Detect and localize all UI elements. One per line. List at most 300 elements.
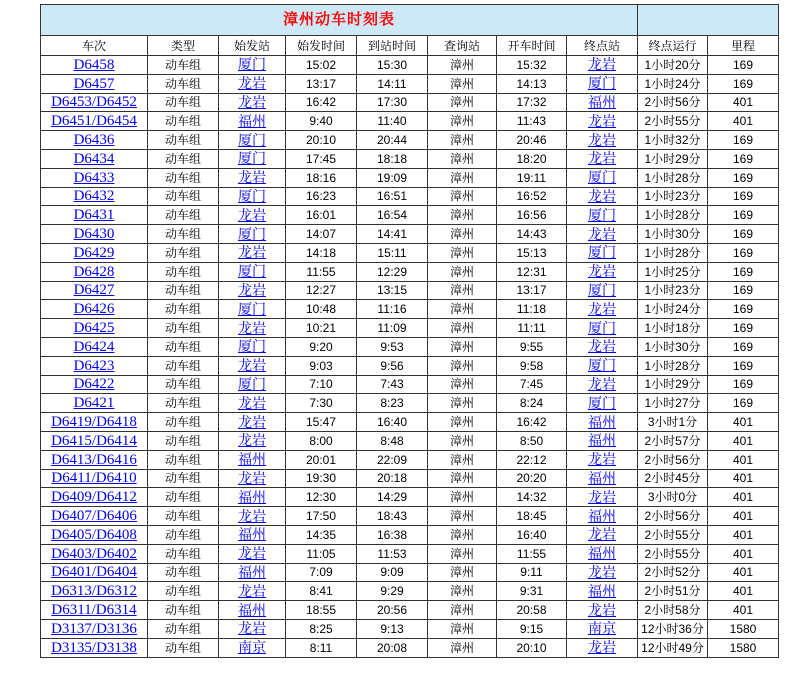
terminal-station-link[interactable]: 福州 [588, 545, 616, 562]
terminal-station-link[interactable]: 福州 [588, 507, 616, 524]
distance: 169 [708, 281, 779, 300]
depart-time: 9:55 [497, 337, 567, 356]
terminal-station-link[interactable]: 龙岩 [588, 451, 616, 468]
train-cell [41, 300, 148, 319]
query-station: 漳州 [428, 525, 497, 544]
origin-station-link[interactable]: 厦门 [238, 150, 266, 167]
terminal-station-link[interactable]: 厦门 [588, 169, 616, 186]
origin-station-link[interactable]: 厦门 [238, 263, 266, 280]
table-row [41, 93, 779, 112]
origin-depart-time: 16:42 [286, 93, 357, 112]
origin-station-link[interactable]: 龙岩 [238, 319, 266, 336]
train-number-link[interactable]: D6422 [73, 376, 115, 393]
train-number-link[interactable]: D6407/D6406 [51, 508, 137, 525]
origin-station-link[interactable]: 龙岩 [238, 244, 266, 261]
terminal-cell [567, 131, 638, 150]
depart-time: 20:58 [497, 601, 567, 620]
depart-time: 19:11 [497, 168, 567, 187]
distance: 401 [708, 601, 779, 620]
origin-station-link[interactable]: 福州 [238, 526, 266, 543]
run-duration: 1小时29分 [638, 375, 708, 394]
train-cell [41, 281, 148, 300]
depart-time: 16:40 [497, 525, 567, 544]
train-number-link[interactable]: D6426 [73, 301, 115, 318]
origin-depart-time: 14:07 [286, 225, 357, 244]
origin-cell [219, 525, 286, 544]
table-row [41, 149, 779, 168]
origin-cell [219, 544, 286, 563]
run-duration: 2小时55分 [638, 544, 708, 563]
origin-station-link[interactable]: 厦门 [238, 300, 266, 317]
origin-depart-time: 19:30 [286, 469, 357, 488]
terminal-cell [567, 488, 638, 507]
origin-station-link[interactable]: 厦门 [238, 225, 266, 242]
table-row [41, 206, 779, 225]
origin-station-link[interactable]: 龙岩 [238, 206, 266, 223]
train-cell [41, 563, 148, 582]
terminal-station-link[interactable]: 龙岩 [588, 56, 616, 73]
query-station: 漳州 [428, 450, 497, 469]
train-type: 动车组 [148, 168, 219, 187]
col-header-arrive-time: 到站时间 [357, 36, 428, 56]
origin-station-link[interactable]: 龙岩 [238, 413, 266, 430]
train-type: 动车组 [148, 225, 219, 244]
origin-station-link[interactable]: 龙岩 [238, 469, 266, 486]
train-cell [41, 112, 148, 131]
origin-station-link[interactable]: 厦门 [238, 375, 266, 392]
train-number-link[interactable]: D6432 [73, 188, 115, 205]
run-duration: 1小时30分 [638, 225, 708, 244]
depart-time: 18:20 [497, 149, 567, 168]
origin-station-link[interactable]: 龙岩 [238, 620, 266, 637]
column-header-row [41, 36, 779, 56]
depart-time: 14:43 [497, 225, 567, 244]
origin-station-link[interactable]: 福州 [238, 451, 266, 468]
train-number-link[interactable]: D3135/D3138 [51, 639, 137, 656]
query-station: 漳州 [428, 56, 497, 75]
train-cell [41, 187, 148, 206]
train-type: 动车组 [148, 131, 219, 150]
origin-station-link[interactable]: 厦门 [238, 56, 266, 73]
train-type: 动车组 [148, 601, 219, 620]
origin-cell [219, 488, 286, 507]
title-blank-cell [638, 5, 779, 36]
query-station: 漳州 [428, 93, 497, 112]
depart-time: 11:18 [497, 300, 567, 319]
arrive-time: 16:54 [357, 206, 428, 225]
arrive-time: 16:38 [357, 525, 428, 544]
origin-cell [219, 74, 286, 93]
terminal-cell [567, 337, 638, 356]
terminal-cell [567, 187, 638, 206]
train-number-link[interactable]: D6401/D6404 [51, 564, 137, 581]
terminal-cell [567, 450, 638, 469]
distance: 169 [708, 319, 779, 338]
terminal-station-link[interactable]: 厦门 [588, 394, 616, 411]
train-number-link[interactable]: D6403/D6402 [51, 545, 137, 562]
train-type: 动车组 [148, 507, 219, 526]
terminal-station-link[interactable]: 龙岩 [588, 131, 616, 148]
origin-station-link[interactable]: 龙岩 [238, 507, 266, 524]
origin-cell [219, 262, 286, 281]
origin-cell [219, 507, 286, 526]
train-number-link[interactable]: D6313/D6312 [51, 583, 137, 600]
terminal-station-link[interactable]: 龙岩 [588, 338, 616, 355]
distance: 169 [708, 225, 779, 244]
origin-depart-time: 7:30 [286, 394, 357, 413]
origin-depart-time: 12:27 [286, 281, 357, 300]
col-header-depart-time: 开车时间 [497, 36, 567, 56]
origin-station-link[interactable]: 厦门 [238, 131, 266, 148]
table-row [41, 638, 779, 657]
origin-station-link[interactable]: 福州 [238, 563, 266, 580]
origin-cell [219, 413, 286, 432]
origin-station-link[interactable]: 南京 [238, 639, 266, 656]
train-type: 动车组 [148, 319, 219, 338]
origin-cell [219, 375, 286, 394]
table-row [41, 601, 779, 620]
terminal-station-link[interactable]: 龙岩 [588, 150, 616, 167]
query-station: 漳州 [428, 131, 497, 150]
terminal-cell [567, 149, 638, 168]
distance: 169 [708, 337, 779, 356]
origin-depart-time: 10:48 [286, 300, 357, 319]
origin-station-link[interactable]: 福州 [238, 112, 266, 129]
arrive-time: 9:29 [357, 582, 428, 601]
train-number-link[interactable]: D6431 [73, 207, 115, 224]
table-row [41, 243, 779, 262]
depart-time: 22:12 [497, 450, 567, 469]
train-type: 动车组 [148, 394, 219, 413]
terminal-station-link[interactable]: 厦门 [588, 75, 616, 92]
train-number-link[interactable]: D6434 [73, 150, 115, 167]
arrive-time: 7:43 [357, 375, 428, 394]
train-number-link[interactable]: D6425 [73, 320, 115, 337]
train-number-link[interactable]: D6405/D6408 [51, 526, 137, 543]
terminal-station-link[interactable]: 龙岩 [588, 300, 616, 317]
query-station: 漳州 [428, 413, 497, 432]
run-duration: 2小时51分 [638, 582, 708, 601]
arrive-time: 9:13 [357, 619, 428, 638]
train-number-link[interactable]: D6423 [73, 357, 115, 374]
terminal-cell [567, 243, 638, 262]
distance: 401 [708, 582, 779, 601]
origin-depart-time: 7:09 [286, 563, 357, 582]
origin-depart-time: 7:10 [286, 375, 357, 394]
depart-time: 15:32 [497, 56, 567, 75]
run-duration: 1小时28分 [638, 356, 708, 375]
train-number-link[interactable]: D6451/D6454 [51, 113, 137, 130]
arrive-time: 14:11 [357, 74, 428, 93]
train-number-link[interactable]: D6424 [73, 338, 115, 355]
origin-depart-time: 9:20 [286, 337, 357, 356]
depart-time: 17:32 [497, 93, 567, 112]
run-duration: 2小时56分 [638, 507, 708, 526]
arrive-time: 13:15 [357, 281, 428, 300]
run-duration: 1小时25分 [638, 262, 708, 281]
origin-cell [219, 243, 286, 262]
run-duration: 2小时52分 [638, 563, 708, 582]
distance: 401 [708, 488, 779, 507]
table-row [41, 319, 779, 338]
run-duration: 1小时23分 [638, 187, 708, 206]
timetable [40, 4, 779, 658]
run-duration: 2小时57分 [638, 431, 708, 450]
terminal-station-link[interactable]: 福州 [588, 469, 616, 486]
terminal-station-link[interactable]: 龙岩 [588, 563, 616, 580]
origin-depart-time: 11:55 [286, 262, 357, 281]
train-cell [41, 243, 148, 262]
train-cell [41, 337, 148, 356]
train-number-link[interactable]: D6429 [73, 244, 115, 261]
terminal-station-link[interactable]: 龙岩 [588, 187, 616, 204]
table-row [41, 281, 779, 300]
arrive-time: 16:51 [357, 187, 428, 206]
origin-cell [219, 619, 286, 638]
origin-station-link[interactable]: 龙岩 [238, 582, 266, 599]
train-type: 动车组 [148, 337, 219, 356]
arrive-time: 18:18 [357, 149, 428, 168]
terminal-cell [567, 93, 638, 112]
table-row [41, 394, 779, 413]
query-station: 漳州 [428, 300, 497, 319]
col-header-terminal: 终点站 [567, 36, 638, 56]
depart-time: 18:45 [497, 507, 567, 526]
train-number-link[interactable]: D6430 [73, 226, 115, 243]
arrive-time: 19:09 [357, 168, 428, 187]
depart-time: 14:32 [497, 488, 567, 507]
train-type: 动车组 [148, 544, 219, 563]
train-number-link[interactable]: D6458 [73, 56, 115, 73]
train-cell [41, 431, 148, 450]
query-station: 漳州 [428, 112, 497, 131]
origin-station-link[interactable]: 福州 [238, 601, 266, 618]
train-type: 动车组 [148, 74, 219, 93]
terminal-station-link[interactable]: 龙岩 [588, 263, 616, 280]
arrive-time: 20:44 [357, 131, 428, 150]
terminal-station-link[interactable]: 龙岩 [588, 375, 616, 392]
query-station: 漳州 [428, 149, 497, 168]
query-station: 漳州 [428, 488, 497, 507]
origin-cell [219, 187, 286, 206]
train-cell [41, 601, 148, 620]
train-cell [41, 168, 148, 187]
depart-time: 9:11 [497, 563, 567, 582]
origin-depart-time: 14:35 [286, 525, 357, 544]
origin-station-link[interactable]: 龙岩 [238, 93, 266, 110]
arrive-time: 15:30 [357, 56, 428, 75]
origin-station-link[interactable]: 龙岩 [238, 432, 266, 449]
query-station: 漳州 [428, 281, 497, 300]
train-type: 动车组 [148, 431, 219, 450]
timetable-body [41, 56, 779, 658]
run-duration: 1小时28分 [638, 206, 708, 225]
train-number-link[interactable]: D6427 [73, 282, 115, 299]
train-type: 动车组 [148, 300, 219, 319]
train-type: 动车组 [148, 638, 219, 657]
terminal-station-link[interactable]: 厦门 [588, 206, 616, 223]
depart-time: 11:43 [497, 112, 567, 131]
table-row [41, 74, 779, 93]
distance: 169 [708, 394, 779, 413]
origin-cell [219, 431, 286, 450]
terminal-station-link[interactable]: 福州 [588, 432, 616, 449]
train-cell [41, 262, 148, 281]
distance: 401 [708, 525, 779, 544]
origin-cell [219, 582, 286, 601]
train-cell [41, 450, 148, 469]
origin-depart-time: 18:16 [286, 168, 357, 187]
train-number-link[interactable]: D6433 [73, 169, 115, 186]
table-row [41, 619, 779, 638]
origin-depart-time: 8:41 [286, 582, 357, 601]
train-number-link[interactable]: D6428 [73, 263, 115, 280]
run-duration: 1小时28分 [638, 168, 708, 187]
terminal-station-link[interactable]: 龙岩 [588, 225, 616, 242]
origin-depart-time: 16:23 [286, 187, 357, 206]
origin-station-link[interactable]: 福州 [238, 488, 266, 505]
origin-depart-time: 8:25 [286, 619, 357, 638]
table-row [41, 469, 779, 488]
origin-station-link[interactable]: 龙岩 [238, 169, 266, 186]
train-cell [41, 544, 148, 563]
distance: 169 [708, 131, 779, 150]
terminal-cell [567, 413, 638, 432]
train-type: 动车组 [148, 93, 219, 112]
terminal-station-link[interactable]: 龙岩 [588, 526, 616, 543]
train-number-link[interactable]: D6457 [73, 75, 115, 92]
query-station: 漳州 [428, 619, 497, 638]
train-number-link[interactable]: D6421 [73, 395, 115, 412]
train-number-link[interactable]: D6436 [73, 132, 115, 149]
train-type: 动车组 [148, 149, 219, 168]
train-number-link[interactable]: D3137/D3136 [51, 620, 137, 637]
origin-depart-time: 15:02 [286, 56, 357, 75]
train-cell [41, 638, 148, 657]
query-station: 漳州 [428, 431, 497, 450]
distance: 401 [708, 563, 779, 582]
query-station: 漳州 [428, 544, 497, 563]
run-duration: 12小时36分 [638, 619, 708, 638]
run-duration: 2小时45分 [638, 469, 708, 488]
arrive-time: 9:56 [357, 356, 428, 375]
distance: 401 [708, 413, 779, 432]
run-duration: 2小时55分 [638, 112, 708, 131]
terminal-station-link[interactable]: 龙岩 [588, 112, 616, 129]
origin-depart-time: 16:01 [286, 206, 357, 225]
terminal-cell [567, 431, 638, 450]
origin-station-link[interactable]: 龙岩 [238, 75, 266, 92]
train-number-link[interactable]: D6453/D6452 [51, 94, 137, 111]
query-station: 漳州 [428, 337, 497, 356]
terminal-station-link[interactable]: 厦门 [588, 281, 616, 298]
terminal-cell [567, 300, 638, 319]
train-number-link[interactable]: D6311/D6314 [51, 602, 137, 618]
terminal-station-link[interactable]: 厦门 [588, 244, 616, 261]
run-duration: 3小时1分 [638, 413, 708, 432]
terminal-station-link[interactable]: 福州 [588, 93, 616, 110]
run-duration: 2小时55分 [638, 525, 708, 544]
distance: 401 [708, 469, 779, 488]
terminal-cell [567, 544, 638, 563]
train-type: 动车组 [148, 488, 219, 507]
origin-station-link[interactable]: 龙岩 [238, 394, 266, 411]
train-type: 动车组 [148, 469, 219, 488]
terminal-cell [567, 281, 638, 300]
terminal-cell [567, 56, 638, 75]
terminal-station-link[interactable]: 龙岩 [588, 488, 616, 505]
terminal-station-link[interactable]: 厦门 [588, 319, 616, 336]
arrive-time: 11:16 [357, 300, 428, 319]
distance: 1580 [708, 619, 779, 638]
origin-depart-time: 18:55 [286, 601, 357, 620]
table-row [41, 112, 779, 131]
col-header-origin-time: 始发时间 [286, 36, 357, 56]
origin-station-link[interactable]: 龙岩 [238, 545, 266, 562]
run-duration: 1小时29分 [638, 149, 708, 168]
distance: 401 [708, 450, 779, 469]
terminal-station-link[interactable]: 龙岩 [588, 601, 616, 618]
train-type: 动车组 [148, 56, 219, 75]
train-number-link[interactable]: D6415/D6414 [51, 432, 137, 449]
query-station: 漳州 [428, 225, 497, 244]
run-duration: 1小时30分 [638, 337, 708, 356]
origin-station-link[interactable]: 龙岩 [238, 281, 266, 298]
train-number-link[interactable]: D6419/D6418 [51, 414, 137, 431]
terminal-cell [567, 74, 638, 93]
origin-depart-time: 10:21 [286, 319, 357, 338]
train-cell [41, 525, 148, 544]
terminal-station-link[interactable]: 厦门 [588, 357, 616, 374]
run-duration: 1小时28分 [638, 243, 708, 262]
train-cell [41, 469, 148, 488]
depart-time: 20:20 [497, 469, 567, 488]
terminal-station-link[interactable]: 南京 [588, 620, 616, 637]
terminal-station-link[interactable]: 福州 [588, 413, 616, 430]
train-cell [41, 206, 148, 225]
table-row [41, 582, 779, 601]
origin-cell [219, 281, 286, 300]
train-cell [41, 56, 148, 75]
origin-station-link[interactable]: 龙岩 [238, 357, 266, 374]
origin-cell [219, 112, 286, 131]
arrive-time: 20:56 [357, 601, 428, 620]
terminal-station-link[interactable]: 龙岩 [588, 639, 616, 656]
col-header-origin: 始发站 [219, 36, 286, 56]
terminal-station-link[interactable]: 福州 [588, 582, 616, 599]
query-station: 漳州 [428, 394, 497, 413]
terminal-cell [567, 469, 638, 488]
train-number-link[interactable]: D6409/D6412 [51, 489, 137, 506]
table-row [41, 262, 779, 281]
arrive-time: 20:18 [357, 469, 428, 488]
depart-time: 14:13 [497, 74, 567, 93]
run-duration: 1小时32分 [638, 131, 708, 150]
depart-time: 16:52 [497, 187, 567, 206]
distance: 401 [708, 431, 779, 450]
depart-time: 7:45 [497, 375, 567, 394]
origin-station-link[interactable]: 厦门 [238, 187, 266, 204]
depart-time: 20:46 [497, 131, 567, 150]
train-type: 动车组 [148, 619, 219, 638]
train-number-link[interactable]: D6413/D6416 [51, 451, 137, 468]
train-number-link[interactable]: D6411/D6410 [51, 470, 137, 487]
terminal-cell [567, 507, 638, 526]
terminal-cell [567, 112, 638, 131]
query-station: 漳州 [428, 375, 497, 394]
origin-station-link[interactable]: 厦门 [238, 338, 266, 355]
run-duration: 3小时0分 [638, 488, 708, 507]
